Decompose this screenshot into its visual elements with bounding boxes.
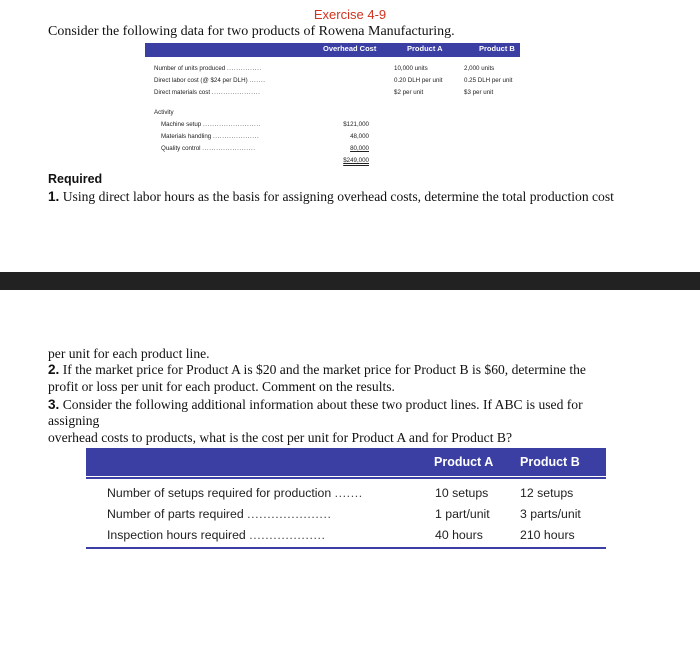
exercise-title: Exercise 4-9 <box>313 7 387 22</box>
table1-activity-label: Machine setup ......................... <box>161 121 261 128</box>
table2-row-label: Inspection hours required ................... <box>107 528 326 542</box>
table1-row-label: Direct labor cost (@ $24 per DLH) ....... <box>154 77 266 84</box>
table2-row-value: 3 parts/unit <box>520 507 581 521</box>
table2-rule <box>86 477 606 479</box>
table1-row-value: 0.25 DLH per unit <box>464 77 513 84</box>
table1-activity-cost: 80,000 <box>350 145 369 152</box>
table1-row-label: Number of units produced ............... <box>154 65 262 72</box>
question-3: 3. Consider the following additional information about these two product lines. If ABC is used for <box>48 397 583 412</box>
question-1: 1. Using direct labor hours as the basis for assigning overhead costs, determine the total production cost <box>48 189 614 204</box>
table2-row-value: 40 hours <box>435 528 483 542</box>
question-3-continued: overhead costs to products, what is the cost per unit for Product A and for Product B? <box>48 430 512 445</box>
table2-row-label: Number of parts required ..................... <box>107 507 332 521</box>
question-1-continued: per unit for each product line. <box>48 346 210 361</box>
required-heading: Required <box>48 172 103 186</box>
table2-bottom-rule <box>86 547 606 549</box>
table1-row-value: $2 per unit <box>394 89 424 96</box>
table1-activity-cost: 48,000 <box>350 133 369 140</box>
table1-row-value: 2,000 units <box>464 65 495 72</box>
table1-row-label: Direct materials cost ..................... <box>154 89 261 96</box>
table2-row-value: 10 setups <box>435 486 489 500</box>
table2-header-product-a: Product A <box>434 455 494 469</box>
table2-row-value: 210 hours <box>520 528 575 542</box>
table2-row-value: 1 part/unit <box>435 507 490 521</box>
table1-activity-label: Activity <box>154 109 174 116</box>
table2-row-label: Number of setups required for production ....... <box>107 486 363 500</box>
table1-activity-cost: $121,000 <box>343 121 369 128</box>
table1-header <box>145 43 520 57</box>
table2-header <box>86 448 606 476</box>
table1-row-value: 10,000 units <box>394 65 428 72</box>
table1-row-value: 0.20 DLH per unit <box>394 77 443 84</box>
table1-header-product-b: Product B <box>479 44 515 53</box>
page-divider <box>0 272 700 290</box>
table1-header-product-a: Product A <box>407 44 443 53</box>
table1-activity-label: Materials handling .................... <box>161 133 260 140</box>
table1-total: $249,000 <box>343 157 369 164</box>
question-2: 2. If the market price for Product A is $20 and the market price for Product B is $60, determine the <box>48 362 586 377</box>
intro-text: Consider the following data for two products of Rowena Manufacturing. <box>48 24 455 39</box>
table1-activity-label: Quality control ....................... <box>161 145 256 152</box>
table1-header-overhead: Overhead Cost <box>323 44 377 53</box>
question-3-continued: assigning <box>48 413 100 428</box>
question-2-continued: profit or loss per unit for each product. Comment on the results. <box>48 379 395 394</box>
table1-row-value: $3 per unit <box>464 89 494 96</box>
table2-header-product-b: Product B <box>520 455 580 469</box>
table2-row-value: 12 setups <box>520 486 574 500</box>
